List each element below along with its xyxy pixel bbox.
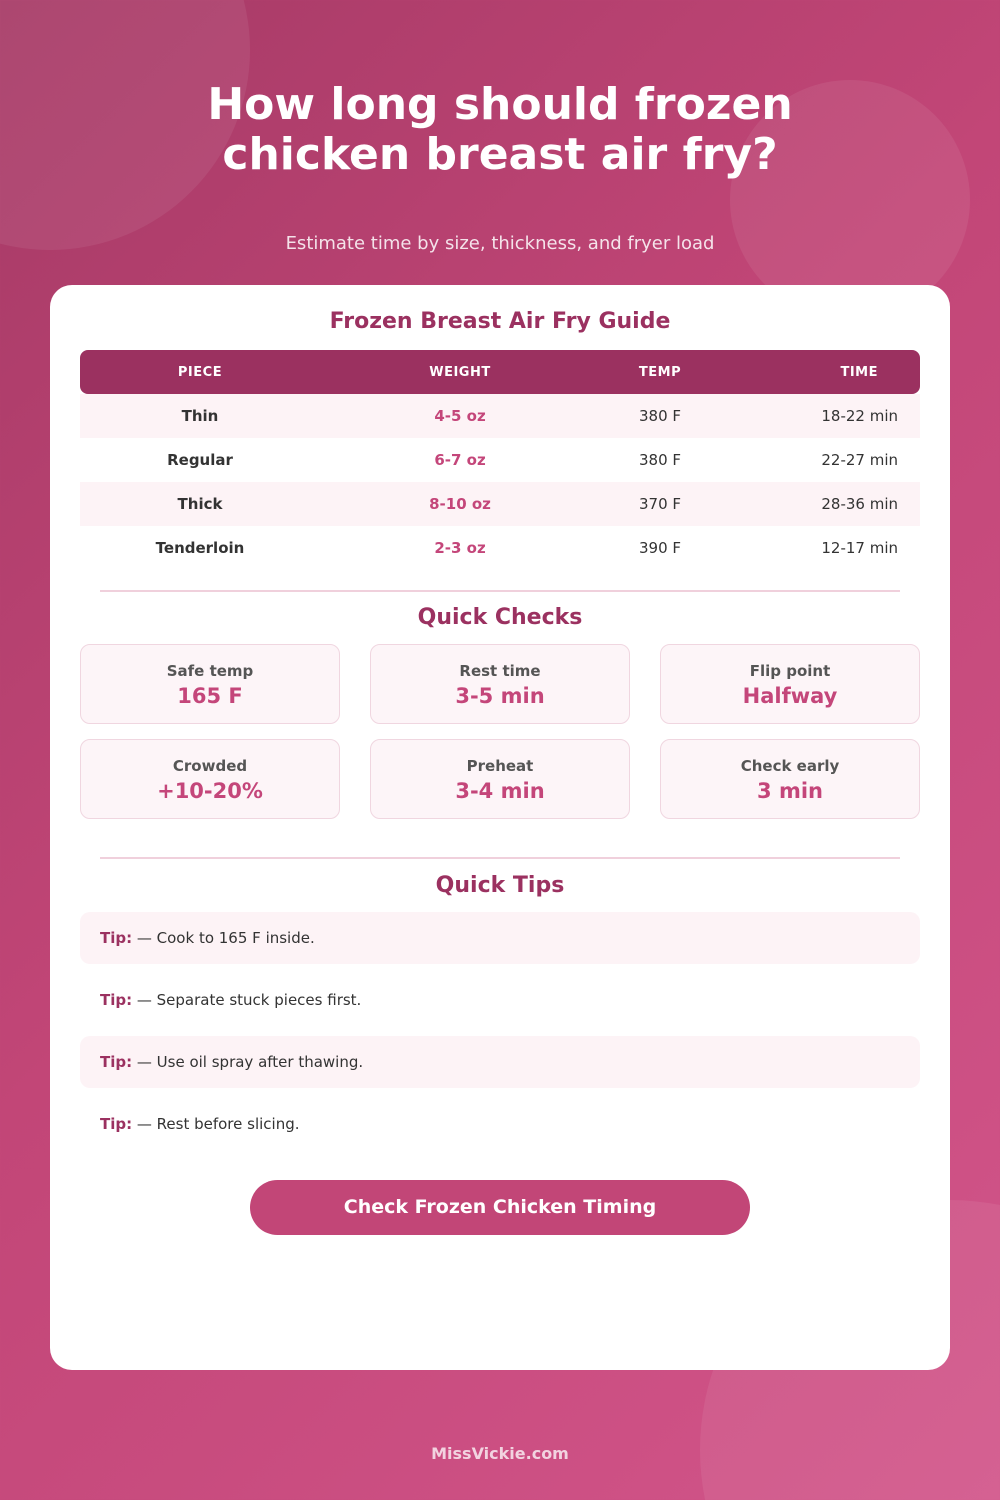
- cell-temp: 380 F: [638, 451, 682, 469]
- check-label: Preheat: [466, 757, 534, 775]
- page-title-line-1: How long should frozen: [207, 79, 793, 130]
- cell-temp: 380 F: [600, 394, 720, 438]
- quick-tips-list: [80, 912, 920, 1160]
- cell-time: 22-27 min: [821, 451, 898, 469]
- table-row: [80, 526, 920, 570]
- table-header-row: [80, 350, 920, 394]
- section-divider: [100, 590, 900, 592]
- check-value: 3-5 min: [455, 684, 545, 708]
- check-label: Crowded: [172, 757, 248, 775]
- check-value: +10-20%: [157, 779, 263, 803]
- check-card-safe-temp: [80, 644, 340, 724]
- quick-checks-grid: [80, 644, 920, 819]
- tip-text: — Cook to 165 F inside.: [136, 929, 315, 947]
- quick-tips-title: Quick Tips: [435, 873, 565, 898]
- check-value: 3 min: [757, 779, 823, 803]
- check-label: Check early: [740, 757, 840, 775]
- guide-title: Frozen Breast Air Fry Guide: [329, 309, 671, 334]
- check-label: Flip point: [749, 662, 831, 680]
- section-divider: [100, 857, 900, 859]
- check-card-rest-time: [370, 644, 630, 724]
- page-title: [0, 80, 1000, 180]
- check-label: Safe temp: [166, 662, 254, 680]
- tip-item: [80, 912, 920, 964]
- page-subtitle: Estimate time by size, thickness, and fryer load: [285, 233, 715, 254]
- tip-text: — Use oil spray after thawing.: [136, 1053, 364, 1071]
- table-row: [80, 394, 920, 438]
- column-header-piece: PIECE: [80, 350, 320, 394]
- page-title-line-2: chicken breast air fry?: [222, 129, 778, 180]
- table-row: [80, 482, 920, 526]
- check-timing-button[interactable]: Check Frozen Chicken Timing: [250, 1180, 750, 1235]
- check-value: Halfway: [742, 684, 838, 708]
- cell-weight: 4-5 oz: [320, 394, 600, 438]
- cell-time: 18-22 min: [720, 394, 920, 438]
- table-row: [80, 438, 920, 482]
- quick-checks-title: Quick Checks: [417, 605, 583, 630]
- tip-label: Tip:: [100, 1053, 133, 1071]
- tip-text: — Rest before slicing.: [136, 1115, 300, 1133]
- check-card-flip-point: [660, 644, 920, 724]
- cell-temp: 390 F: [638, 539, 682, 557]
- check-value: 165 F: [177, 684, 243, 708]
- cell-weight: 6-7 oz: [434, 451, 486, 469]
- cell-time: 28-36 min: [720, 482, 920, 526]
- tip-item: [80, 1098, 920, 1150]
- column-header-weight: WEIGHT: [320, 350, 600, 394]
- cell-piece: Tenderloin: [155, 539, 245, 557]
- footer-brand: MissVickie.com: [431, 1444, 569, 1463]
- check-card-crowded: [80, 739, 340, 819]
- check-card-preheat: [370, 739, 630, 819]
- cell-time: 12-17 min: [821, 539, 898, 557]
- tip-item: [80, 1036, 920, 1088]
- column-header-time: TIME: [720, 350, 920, 394]
- check-card-check-early: [660, 739, 920, 819]
- check-value: 3-4 min: [455, 779, 545, 803]
- tip-label: Tip:: [100, 929, 133, 947]
- cell-weight: 8-10 oz: [320, 482, 600, 526]
- check-label: Rest time: [459, 662, 541, 680]
- tip-label: Tip:: [100, 991, 133, 1009]
- cell-piece: Regular: [167, 451, 233, 469]
- cell-temp: 370 F: [600, 482, 720, 526]
- tip-label: Tip:: [100, 1115, 133, 1133]
- cell-piece: Thick: [80, 482, 320, 526]
- tip-text: — Separate stuck pieces first.: [136, 991, 362, 1009]
- tip-item: [80, 974, 920, 1026]
- guide-table: [80, 350, 920, 570]
- cell-weight: 2-3 oz: [434, 539, 486, 557]
- cell-piece: Thin: [80, 394, 320, 438]
- column-header-temp: TEMP: [600, 350, 720, 394]
- guide-card: [50, 285, 950, 1370]
